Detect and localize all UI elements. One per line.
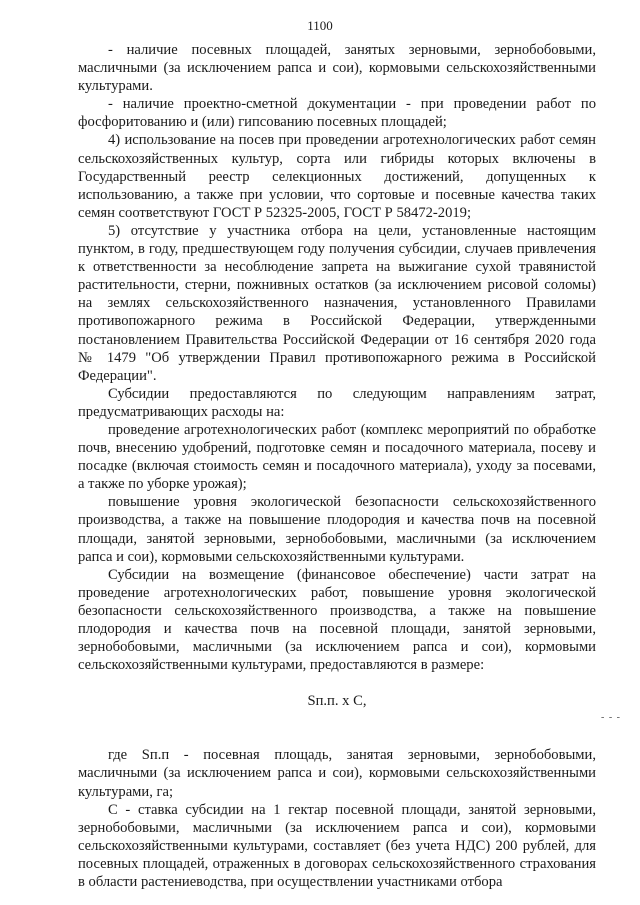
definition-subsidy-rate: С - ставка субсидии на 1 гектар посевной площади, занятой зерновыми, зернобобовыми, масличными (за исключением рапса и сои), кормовыми сельскохозяйственными культурами, составляет (без учета НДС) 200 рублей, для посевных площадей, отраженных в договорах сельскохозяйственного страхования в области растениеводства, при осуществлении участниками отбора <box>78 801 596 891</box>
document-body <box>78 41 596 891</box>
definition-sown-area: где Sп.п - посевная площадь, занятая зерновыми, зернобобовыми, масличными (за исключением рапса и сои), кормовыми сельскохозяйственными культурами, га; <box>78 747 596 800</box>
paragraph-condition-4-seeds: 4) использование на посев при проведении агротехнологических работ семян сельскохозяйственных культур, сорта или гибриды которых включены в Государственный реестр селекционных достижений, допущенных к использованию, а также при условии, что сортовые и посевные качества таких семян соответствуют ГОСТ Р 52325-2005, ГОСТ Р 58472-2019; <box>78 132 596 221</box>
paragraph-crop-areas: - наличие посевных площадей, занятых зерновыми, зернобобовыми, масличными (за исключением рапса и сои), кормовыми сельскохозяйственными культурами. <box>78 42 596 95</box>
paragraph-agrotech-works: проведение агротехнологических работ (комплекс мероприятий по обработке почв, внесению удобрений, подготовке семян и посадочного материала, посеву и посадке (включая стоимость семян и посадочного материала), уходу за посевами, а также по уборке урожая); <box>78 421 596 493</box>
margin-mark: - - - <box>601 712 621 723</box>
formula: Sп.п. x C, <box>307 693 367 710</box>
paragraph-condition-5-burning: 5) отсутствие у участника отбора на цели, установленные настоящим пунктом, в году, предшествующем году получения субсидии, случаев привлечения к ответственности за несоблюдение запрета на выжигание сухой травянистой растительности, стерни, пожнивных остатков (за исключением рисовой соломы) на землях сельскохозяйственного назначения, установленного Правилами противопожарного режима в Российской Федерации, утвержденными постановлением Правительства Российской Федерации от 16 сентября 2020 года № 1479 "Об утверждении Правил противопожарного режима в Российской Федерации". <box>78 222 596 384</box>
paragraph-subsidy-directions: Субсидии предоставляются по следующим направлениям затрат, предусматривающих расходы на: <box>78 385 596 420</box>
paragraph-design-documentation: - наличие проектно-сметной документации - при проведении работ по фосфоритованию и (или) гипсованию посевных площадей; <box>78 96 596 131</box>
paragraph-subsidy-amount: Субсидии на возмещение (финансовое обеспечение) части затрат на проведение агротехнологических работ, повышение уровня экологической безопасности сельскохозяйственного производства, а также на повышение плодородия и качества почв на посевной площади, занятой зерновыми, зернобобовыми, масличными (за исключением рапса и сои), кормовыми сельскохозяйственными культурами, предоставляются в размере: <box>78 566 596 674</box>
paragraph-ecological-safety: повышение уровня экологической безопасности сельскохозяйственного производства, а также на повышение плодородия и качества почв на посевной площади, занятой зерновыми, зернобобовыми, масличными (за исключением рапса и сои), кормовыми сельскохозяйственными культурами. <box>78 494 596 565</box>
page-number: 1100 <box>307 18 333 33</box>
